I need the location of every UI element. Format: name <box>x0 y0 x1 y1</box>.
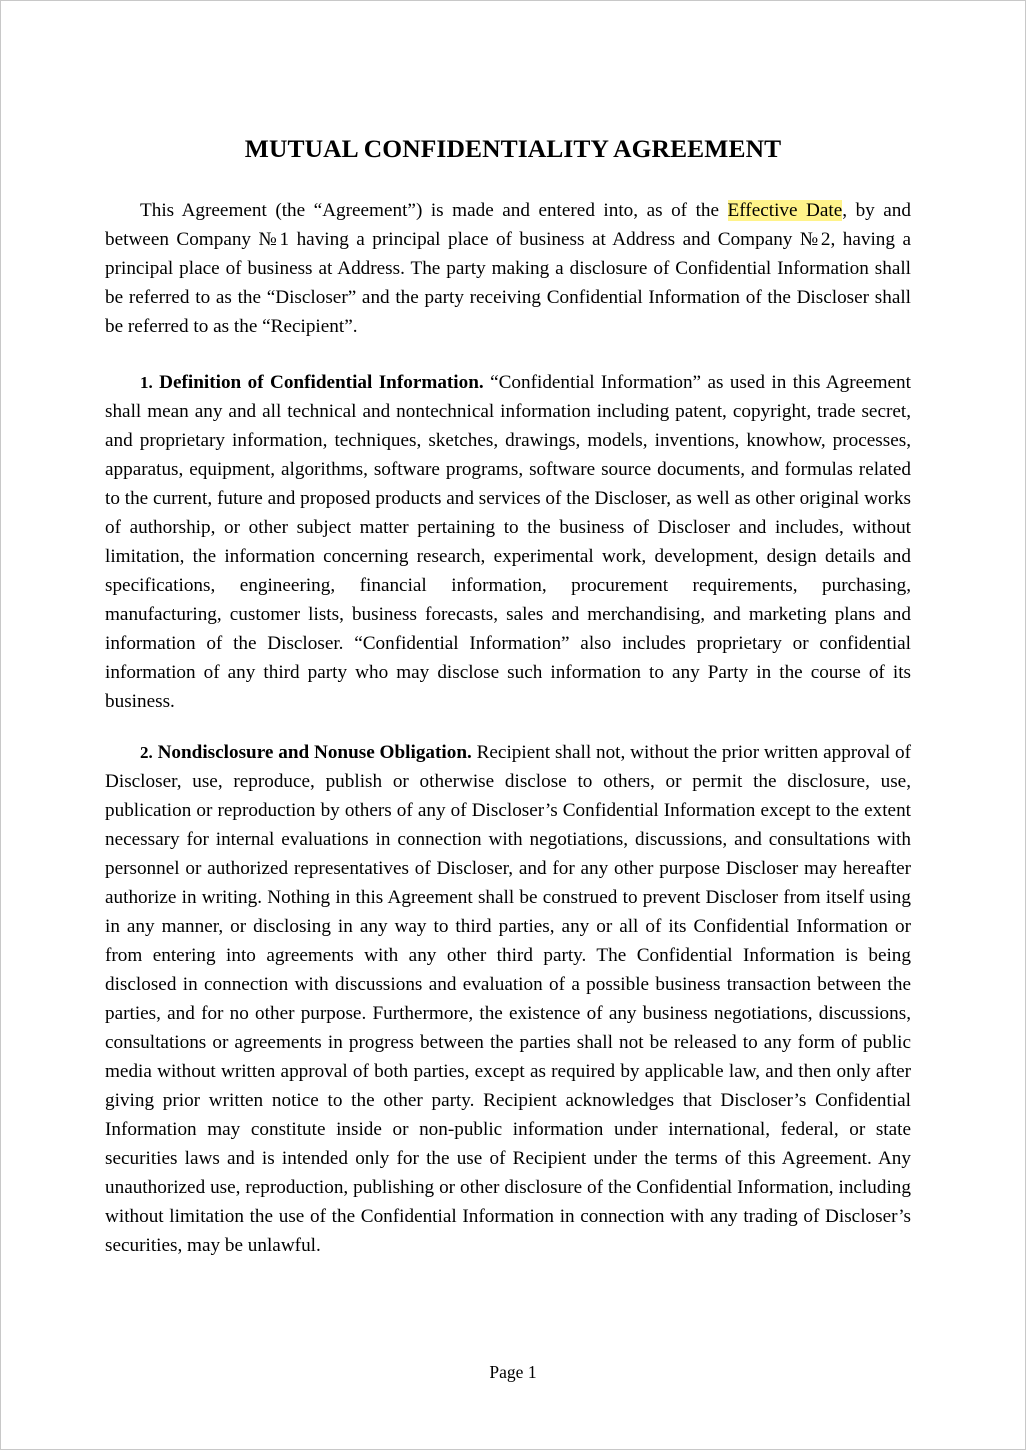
section-2-paragraph <box>105 738 911 1260</box>
document-title: MUTUAL CONFIDENTIALITY AGREEMENT <box>244 134 782 163</box>
section-2-heading: Nondisclosure and Nonuse Obligation. <box>157 742 472 763</box>
intro-text-before: This Agreement (the “Agreement”) is made and entered into, as of the <box>140 200 728 221</box>
effective-date-highlight[interactable]: Effective Date <box>727 200 843 221</box>
section-2-text: Recipient shall not, without the prior written approval of Discloser, use, reproduce, publish or otherwise disclose to others, or permit the disclosure, use, publication or reproduction by others of any of Discloser’s Confidential Information except to the extent necessary for internal evaluations in connection with negotiations, discussions, and consultations with personnel or authorized representatives of Discloser, and for any other purpose Discloser may hereafter authorize in writing. Nothing in this Agreement shall be construed to prevent Discloser from itself using in any manner, or disclosing in any way to third parties, any or all of its Confidential Information or from entering into agreements with any other third party. The Confidential Information is being disclosed in connection with discussions and evaluation of a possible business transaction between the parties, and for no other purpose. Furthermore, the existence of any business negotiations, discussions, consultations or agreements in progress between the parties shall not be released to any form of public media without written approval of both parties, except as required by applicable law, and then only after giving prior written notice to the other party. Recipient acknowledges that Discloser’s Confidential Information may constitute inside or non-public information under international, federal, or state securities laws and is intended only for the use of Recipient under the terms of this Agreement. Any unauthorized use, reproduction, publishing or other disclosure of the Confidential Information, including without limitation the use of the Confidential Information in connection with any trading of Discloser’s securities, may be unlawful. <box>105 742 912 1256</box>
section-1-paragraph <box>105 368 911 716</box>
section-1-number: 1. <box>140 373 153 392</box>
section-1-heading: Definition of Confidential Information. <box>159 372 484 393</box>
section-2-number: 2. <box>140 743 153 762</box>
page-number-footer: Page 1 <box>489 1362 537 1382</box>
section-1-text: “Confidential Information” as used in this Agreement shall mean any and all technical and nontechnical information including patent, copyright, trade secret, and proprietary information, techniques, sketches, drawings, models, inventions, knowhow, processes, apparatus, equipment, algorithms, software programs, software source documents, and formulas related to the current, future and proposed products and services of the Discloser, as well as other original works of authorship, or other subject matter pertaining to the business of Discloser and includes, without limitation, the information concerning research, experimental work, development, design details and specifications, engineering, financial information, procurement requirements, purchasing, manufacturing, customer lists, business forecasts, sales and merchandising, and marketing plans and information of the Discloser. “Confidential Information” also includes proprietary or confidential information of any third party who may disclose such information to any Party in the course of its business. <box>105 372 911 712</box>
intro-paragraph <box>105 196 911 341</box>
intro-text-after: , by and between Company №1 having a principal place of business at Address and Company №2, having a principal place of business at Address. The party making a disclosure of Confidential Information shall be referred to as the “Discloser” and the party receiving Confidential Information of the Discloser shall be referred to as the “Recipient”. <box>105 200 911 337</box>
